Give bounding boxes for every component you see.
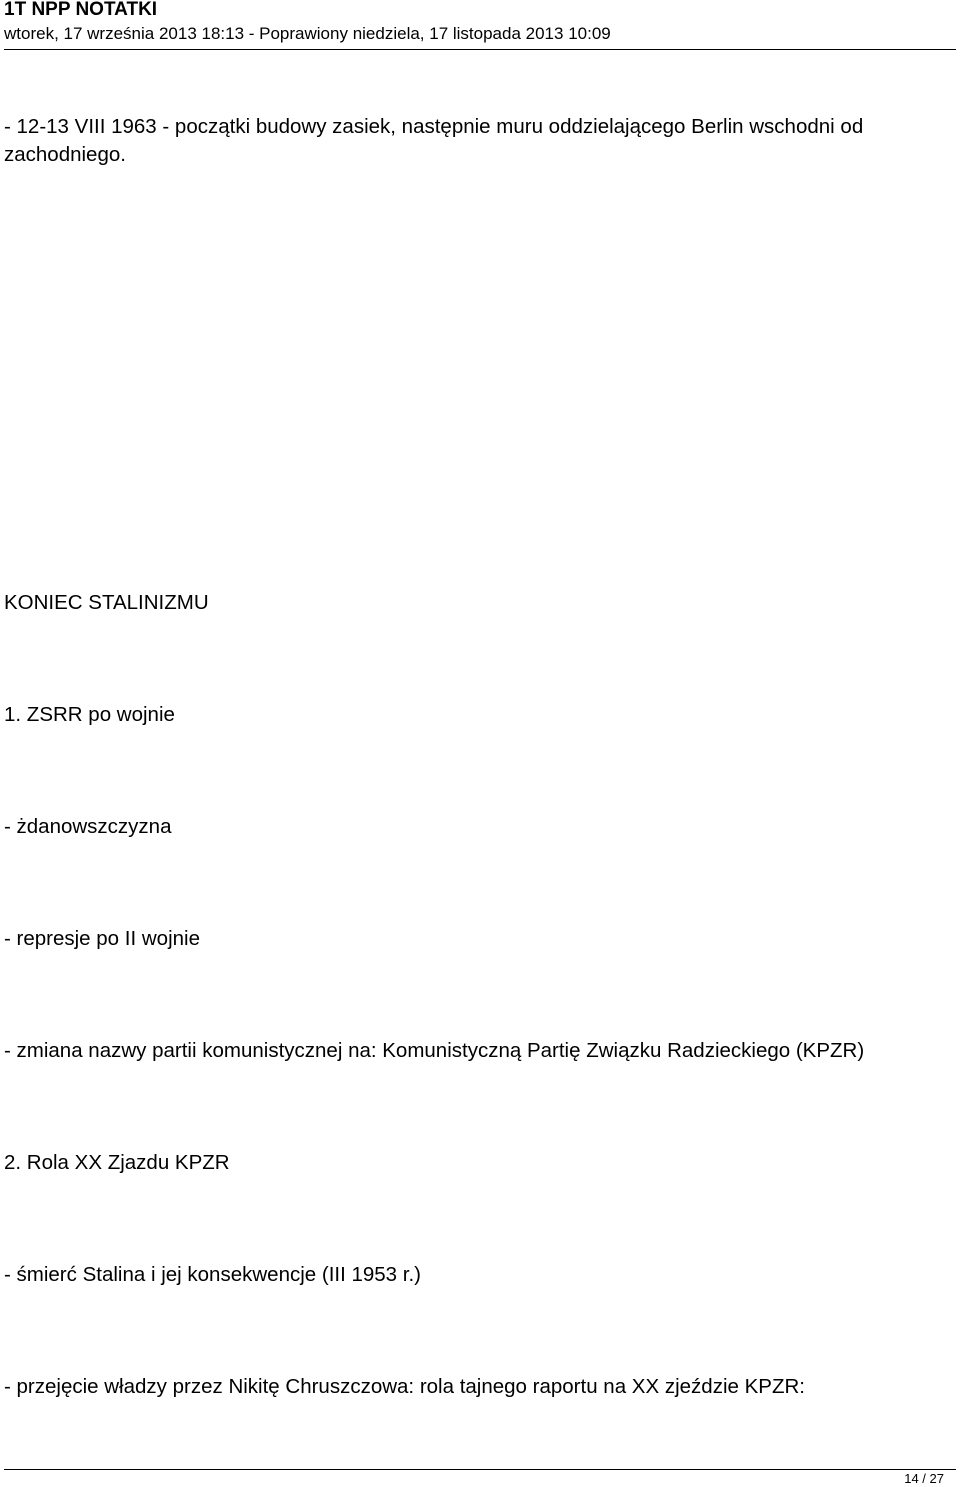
section-heading-end-of-stalinism: KONIEC STALINIZMU: [4, 591, 209, 614]
document-title: 1T NPP NOTATKI: [4, 0, 158, 20]
list-heading-20th-congress: 2. Rola XX Zjazdu KPZR: [4, 1151, 230, 1174]
header-divider: [4, 49, 956, 50]
page-number: 14 / 27: [904, 1471, 944, 1486]
list-item-party-rename: - zmiana nazwy partii komunistycznej na: Komunistyczną Partię Związku Radzieckiego (KPZR): [4, 1039, 865, 1062]
list-heading-ussr-after-war: 1. ZSRR po wojnie: [4, 703, 175, 726]
footer-divider: [4, 1469, 956, 1470]
list-item-zhdanovshchina: - żdanowszczyzna: [4, 815, 172, 838]
paragraph-berlin-wall: - 12-13 VIII 1963 - początki budowy zasiek, następnie muru oddzielającego Berlin wschodni od zachodniego.: [4, 115, 864, 166]
list-item-khrushchev: - przejęcie władzy przez Nikitę Chruszczowa: rola tajnego raportu na XX zjeździe KPZR:: [4, 1375, 805, 1398]
page-header: [4, 0, 956, 45]
document-dates: wtorek, 17 września 2013 18:13 - Poprawiony niedziela, 17 listopada 2013 10:09: [4, 24, 611, 43]
list-item-stalin-death: - śmierć Stalina i jej konsekwencje (III 1953 r.): [4, 1263, 421, 1286]
list-item-repressions: - represje po II wojnie: [4, 927, 200, 950]
